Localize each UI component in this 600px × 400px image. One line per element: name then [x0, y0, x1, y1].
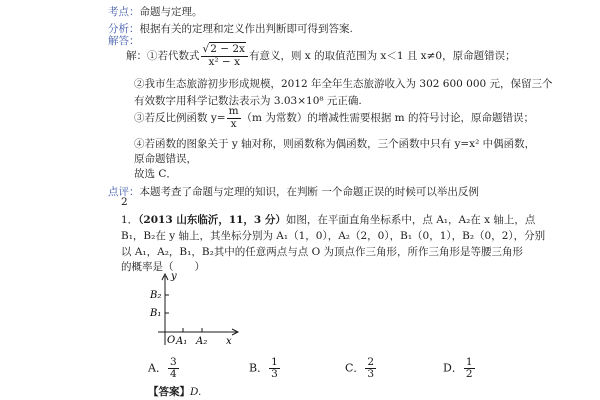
- x-axis-label: x: [226, 336, 232, 347]
- option-c-fraction: [365, 357, 376, 380]
- question-text-1: 如图，在平面直角坐标系中，点 A₁，A₂在 x 轴上，点: [285, 214, 536, 226]
- solution-item-1: [126, 44, 516, 68]
- option-a-letter: A．: [148, 361, 167, 375]
- inverse-fraction: [227, 106, 241, 129]
- option-b-numerator: 1: [271, 356, 278, 368]
- solution-item-2-line2: 有效数字用科学记数法表示为 3.03×10⁸ 元正确.: [134, 95, 362, 107]
- b2-label: B₂: [150, 290, 162, 301]
- b1-label: B₁: [150, 308, 162, 319]
- dianping-label: 点评：: [108, 186, 140, 198]
- page-number: 2: [121, 196, 128, 208]
- radicand: 2 − 2x: [210, 43, 245, 56]
- option-a-denominator: 4: [169, 368, 177, 381]
- solution-item-4-line2: 原命题错误，: [134, 153, 197, 165]
- origin-label: O: [167, 335, 176, 346]
- option-a-fraction: [168, 357, 179, 380]
- fraction-denominator: x² − x: [208, 55, 240, 68]
- option-d-numerator: 1: [465, 356, 473, 368]
- sqrt-sign: √: [202, 43, 210, 56]
- fraction-denominator: x: [230, 117, 237, 130]
- question-number: 1．: [121, 214, 139, 226]
- fraction-numerator: m: [228, 105, 239, 118]
- option-d-fraction: [464, 357, 475, 380]
- question-line-3: 以 A₁，A₂，B₁，B₂其中的任意两点与点 O 为顶点作三角形，所作三角形是等腰三角形: [121, 246, 524, 258]
- option-b-fraction: [269, 357, 280, 380]
- a2-label: A₂: [196, 336, 208, 347]
- solution-1-post: 有意义，则 x 的取值范围为 x＜1 且 x≠0，原命题错误；: [248, 50, 516, 62]
- dianping-text: 本题考查了命题与定理的知识，在判断 一个命题正误的时候可以举出反例: [139, 186, 479, 198]
- kaodian-label: 考点：: [108, 6, 140, 18]
- fenxi-label: 分析：: [108, 23, 140, 35]
- option-b[interactable]: [249, 357, 281, 380]
- dianping-row: [108, 180, 479, 199]
- solution-item-4-line1: ④若函数的图象关于 y 轴对称，则函数称为偶函数，三个函数中只有 y=x² 中偶函数，: [134, 138, 536, 150]
- option-b-denominator: 3: [271, 368, 278, 381]
- question-line-1: [121, 212, 535, 227]
- option-c-numerator: 2: [367, 356, 375, 368]
- solution-3-pre: ③若反比例函数 y=: [134, 112, 226, 124]
- question-source: （2013 山东临沂，11，3 分）: [138, 214, 286, 226]
- solution-item-3: [134, 106, 534, 130]
- solution-item-2-line1: ②我市生态旅游初步形成规模，2012 年全年生态旅游收入为 302 600 000 元，保留三个: [134, 78, 553, 90]
- question-line-2: B₁，B₂在 y 轴上，其坐标分别为 A₁（1，0），A₂（2，0），B₁（0，1），B₂（0，2），分别: [121, 230, 546, 242]
- option-a[interactable]: [148, 357, 180, 380]
- option-c-denominator: 3: [367, 368, 375, 381]
- solution-prefix: 解：: [126, 50, 147, 62]
- kaodian-text: 命题与定理。: [139, 6, 203, 18]
- coordinate-figure: [140, 268, 250, 350]
- solution-3-post: （m 为常数）的增减性需要根据 m 的符号讨论，原命题错误；: [241, 112, 534, 124]
- option-d-letter: D．: [443, 361, 463, 375]
- a1-label: A₁: [176, 336, 188, 347]
- option-a-numerator: 3: [169, 356, 177, 368]
- answer-row: [148, 384, 201, 399]
- question-line-4: 的概率是（ ）: [121, 261, 205, 273]
- fenxi-row: [108, 17, 353, 36]
- fenxi-text: 根据有关的定理和定义作出判断即可得到答案.: [139, 23, 353, 35]
- option-c-letter: C．: [345, 361, 365, 375]
- solution-1-pre: ①若代数式: [147, 50, 200, 62]
- y-axis-label: y: [171, 271, 177, 282]
- option-b-letter: B．: [249, 361, 269, 375]
- answer-value: D.: [190, 386, 202, 398]
- solution-conclusion: 故选 C．: [134, 168, 177, 180]
- option-c[interactable]: [345, 357, 377, 380]
- answer-label: 【答案】: [148, 386, 190, 398]
- sqrt-fraction: [201, 44, 248, 67]
- option-d[interactable]: [443, 357, 476, 380]
- option-d-denominator: 2: [465, 368, 473, 381]
- jieda-label: 解答：: [108, 35, 140, 47]
